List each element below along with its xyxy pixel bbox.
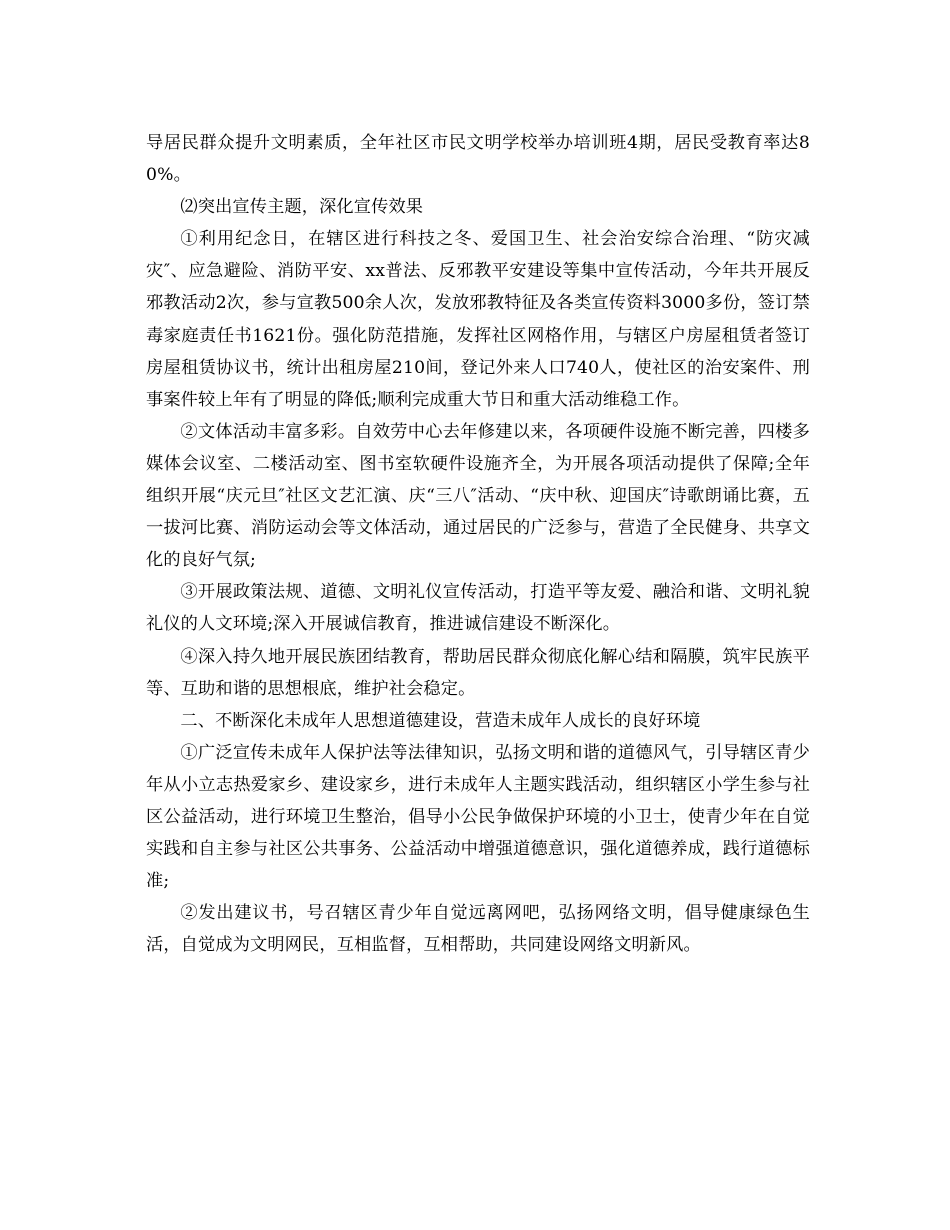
section-heading-publicity: ⑵突出宣传主题，深化宣传效果 <box>180 197 424 218</box>
document-body <box>146 127 810 961</box>
paragraph-internet-civility: ②发出建议书，号召辖区青少年自觉远离网吧，弘扬网络文明，倡导健康绿色生活，自觉成为文明网民，互相监督，互相帮助，共同建设网络文明新风。 <box>146 903 810 956</box>
paragraph-commemoration-days: ①利用纪念日，在辖区进行科技之冬、爱国卫生、社会治安综合治理、“防灾减灾″、应急避险、消防平安、xx普法、反邪教平安建设等集中宣传活动，今年共开展反邪教活动2次，参与宣教500余人次，发放邪教特征及各类宣传资料3000多份，签订禁毒家庭责任书1621份。强化防范措施，发挥社区网格作用，与辖区户房屋租赁者签订房屋租赁协议书，统计出租房屋210间，登记外来人口740人，使社区的治安案件、刑事案件较上年有了明显的降低;顺利完成重大节日和重大活动维稳工作。 <box>146 229 810 410</box>
paragraph-minor-protection: ①广泛宣传未成年人保护法等法律知识，弘扬文明和谐的道德风气，引导辖区青少年从小立志热爱家乡、建设家乡，进行未成年人主题实践活动，组织辖区小学生参与社区公益活动，进行环境卫生整治，倡导小公民争做保护环境的小卫士，使青少年在自觉实践和自主参与社区公共事务、公益活动中增强道德意识，强化道德养成，践行道德标准; <box>146 742 810 892</box>
section-heading-minors: 二、不断深化未成年人思想道德建设，营造未成年人成长的良好环境 <box>180 710 701 731</box>
paragraph-cultural-activities: ②文体活动丰富多彩。自效劳中心去年修建以来，各项硬件设施不断完善，四楼多媒体会议室、二楼活动室、图书室软硬件设施齐全，为开展各项活动提供了保障;全年组织开展“庆元旦″社区文艺汇演、庆“三八″活动、“庆中秋、迎国庆″诗歌朗诵比赛，五一拔河比赛、消防运动会等文体活动，通过居民的广泛参与，营造了全民健身、共享文化的良好气氛; <box>146 421 810 571</box>
paragraph-ethnic-unity: ④深入持久地开展民族团结教育，帮助居民群众彻底化解心结和隔膜，筑牢民族平等、互助和谐的思想根底，维护社会稳定。 <box>146 646 810 699</box>
paragraph-policy-publicity: ③开展政策法规、道德、文明礼仪宣传活动，打造平等友爱、融洽和谐、文明礼貌礼仪的人文环境;深入开展诚信教育，推进诚信建设不断深化。 <box>146 582 810 635</box>
paragraph-1: 导居民群众提升文明素质，全年社区市民文明学校举办培训班4期，居民受教育率达80%。 <box>146 133 810 186</box>
